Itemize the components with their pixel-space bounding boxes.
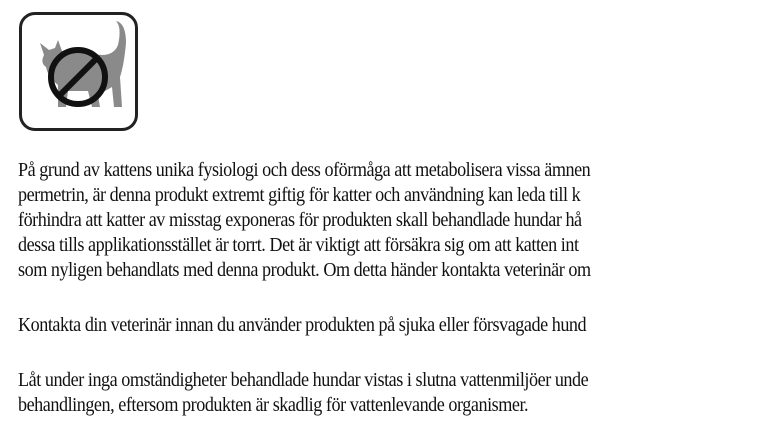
no-cats-warning-icon [19, 12, 138, 131]
text-line: förhindra att katter av misstag exponeras för produkten skall behandlade hundar hå [18, 210, 582, 231]
text-line: permetrin, är denna produkt extremt giftig för katter och användning kan leda till k [18, 185, 581, 206]
text-line: Låt under inga omständigheter behandlade hundar vistas i slutna vattenmiljöer unde [18, 370, 589, 391]
text-line: som nyligen behandlats med denna produkt. Om detta händer kontakta veterinär om [18, 260, 591, 281]
text-line: Kontakta din veterinär innan du använder produkten på sjuka eller försvagade hund [18, 315, 587, 336]
text-line: behandlingen, eftersom produkten är skadlig för vattenlevande organismer. [18, 395, 529, 416]
text-line: dessa tills applikationsstället är torrt. Det är viktigt att försäkra sig om att katten int [18, 235, 579, 256]
text-line: På grund av kattens unika fysiologi och dess oförmåga att metabolisera vissa ämnen [18, 160, 591, 181]
